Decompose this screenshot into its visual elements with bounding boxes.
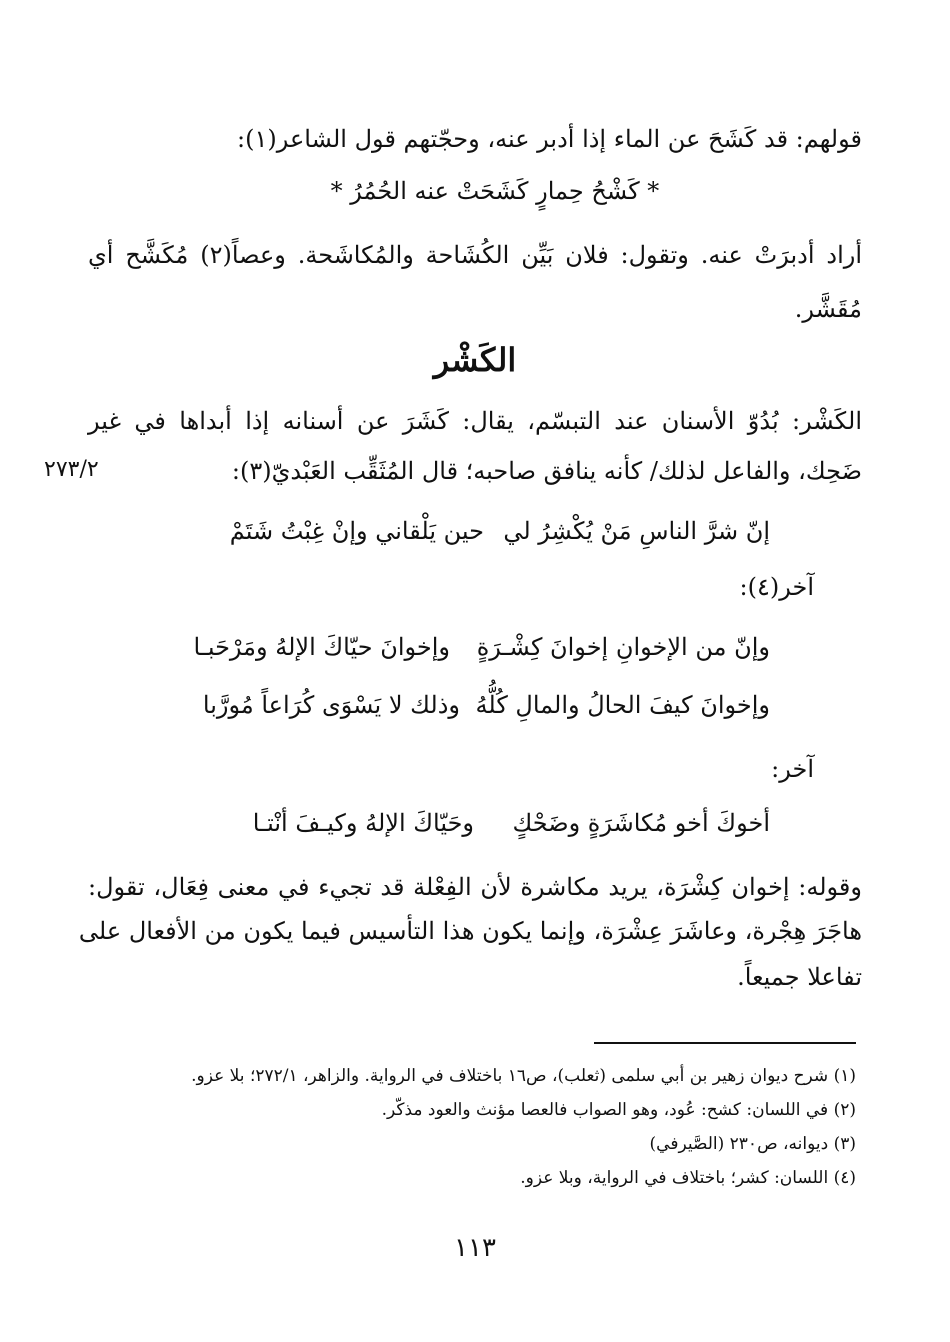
verse-4-first-hemistich: أخوكَ أخو مُكاشَرَةٍ وضَحْكٍ <box>512 809 770 837</box>
paragraph-1-line-1: قولهم: قد كَشَحَ عن الماء إذا أدبر عنه، وحجّتهم قول الشاعر(١): <box>237 125 862 153</box>
verse-2-first-hemistich: وإنّ من الإخوانِ إخوانَ كِشْـرَةٍ <box>476 633 770 661</box>
verse-1-first-hemistich: إنّ شرَّ الناسِ مَنْ يُكْشِرُ لي <box>503 517 770 545</box>
another-poet-label-2: آخر: <box>771 755 814 783</box>
margin-reference: ٢٧٣/٢ <box>44 457 99 482</box>
footnote-3: (٣) ديوانه، ص٢٣٠ (الصَّيرفي) <box>649 1134 856 1154</box>
paragraph-3-line-1: الكَشْر: بُدُوّ الأسنان عند التبسّم، يقال: كَشَرَ عن أسنانه إذا أبداها في غير <box>88 407 862 435</box>
paragraph-2-line-2: مُقَشَّر. <box>794 295 862 323</box>
paragraph-4-line-2: هاجَرَ هِجْرة، وعاشَرَ عِشْرَة، وإنما يكون هذا التأسيس فيما يكون من الأفعال على <box>78 917 862 945</box>
page-number: ١١٣ <box>454 1233 496 1263</box>
verse-2-second-hemistich: وإخوانَ حيّاكَ الإلهُ ومَرْحَبـا <box>193 633 450 661</box>
verse-4-second-hemistich: وحَيّاكَ الإلهُ وكيـفَ أنْتـا <box>252 809 474 837</box>
section-heading: الكَشْر <box>433 341 517 379</box>
paragraph-2-line-1: أراد أدبرَتْ عنه. وتقول: فلان بَيِّن الكُشَاحة والمُكاشَحة. وعصاً(٢) مُكَشَّح أي <box>88 241 862 269</box>
footnote-separator <box>594 1042 856 1044</box>
paragraph-3-line-2: ضَحِك، والفاعل لذلك/ كأنه ينافق صاحبه؛ قال المُثَقِّب العَبْديّ(٣): <box>231 457 862 485</box>
footnote-1: (١) شرح ديوان زهير بن أبي سلمى (ثعلب)، ص١٦ باختلاف في الرواية. والزاهر، ٢٧٢/١؛ بلا عزو. <box>191 1066 856 1086</box>
footnote-2: (٢) في اللسان: كشح: عُود، وهو الصواب فالعصا مؤنث والعود مذكّر. <box>381 1100 856 1120</box>
paragraph-4-line-3: تفاعلا جميعاً. <box>737 963 862 991</box>
verse-3-first-hemistich: وإخوانَ كيفَ الحالُ والمالِ كُلُّهُ <box>475 691 770 719</box>
verse-1-second-hemistich: حين يَلْقاني وإنْ غِبْتُ شَتَمْ <box>229 517 484 545</box>
paragraph-4-line-1: وقوله: إخوان كِشْرَة، يريد مكاشرة لأن الفِعْلة قد تجيء في معنى فِعَال، تقول: <box>88 873 862 901</box>
quoted-verse-line: * كَشْحُ حِمارٍ كَشَحَتْ عنه الحُمُرُ * <box>330 177 660 205</box>
another-poet-label-1: آخر(٤): <box>739 573 814 601</box>
footnote-4: (٤) اللسان: كشر؛ باختلاف في الرواية، وبلا عزو. <box>520 1168 856 1188</box>
verse-3-second-hemistich: وذلك لا يَسْوَى كُرَاعاً مُورَّبا <box>202 691 460 719</box>
